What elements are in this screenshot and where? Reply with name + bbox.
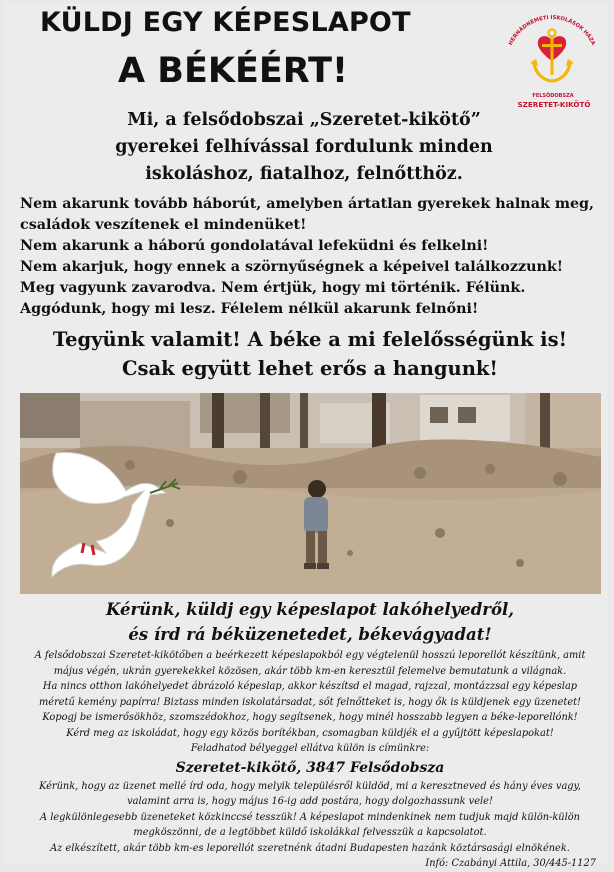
anchor-heart-logo-icon [498, 11, 606, 115]
statement-line: Nem akarunk tovább háborút, amelyben ártatlan gyerekek halnak meg, [20, 196, 595, 212]
call-to-action [20, 325, 600, 383]
request-line: és írd rá béküzenetedet, békevágyadat! [128, 625, 492, 644]
instruction-line: méretű kemény papírra! Biztass minden iskolatársadat, sőt felnőtteket is, hogy ők is küldjenek egy üzenetet! [38, 696, 581, 708]
intro-line: gyerekei felhívással fordulunk minden [115, 137, 493, 157]
title-line-2: A BÉKÉÉRT! [118, 51, 349, 91]
statement-line: Nem akarunk a háború gondolatával lefeküdni és felkelni! [20, 238, 489, 254]
intro-text [74, 107, 534, 188]
request-line: Kérünk, küldj egy képeslapot lakóhelyedről, [105, 600, 514, 619]
logo-sub-text: FELSŐDOBSZA [532, 93, 574, 99]
instruction-line: Az elkészített, akár több km-es leporellót szeretnénk átadni Budapesten hazánk köztársasági elnökének. [50, 842, 570, 854]
instruction-line: A felsődobszai Szeretet-kikötőben a beérkezett képeslapokból egy végtelenül hosszú leporellót készítünk, amit [34, 650, 586, 661]
szeretet-kikoto-logo [498, 11, 606, 115]
contact-info: Infó: Czabányi Attila, 30/445-1127 [425, 858, 596, 869]
instruction-line: Feladhatod bélyeggel ellátva külön is címünkre: [190, 743, 430, 754]
call-line: Tegyünk valamit! A béke a mi felelősségünk is! [52, 328, 568, 351]
instruction-line: valamint arra is, hogy május 16-ig add postára, hogy dolgozhassunk vele! [127, 796, 493, 807]
statement-line: Nem akarjuk, hogy ennek a szörnyűségnek a képeivel találkozzunk! [20, 259, 564, 275]
statement-line: Aggódunk, hogy mi lesz. Félelem nélkül akarunk felnőni! [20, 301, 479, 317]
instruction-line: május végén, ukrán gyerekekkel közösen, akár több km-en keresztül felemelve bemutatunk a világnak. [53, 665, 567, 677]
request-heading [20, 597, 600, 647]
poster [4, 3, 608, 869]
statement-line: Meg vagyunk zavarodva. Nem értjük, hogy mi történik. Félünk. [20, 280, 526, 296]
instruction-line: Kérünk, hogy az üzenet mellé írd oda, hogy melyik településről küldöd, mi a keresztneved és hány éves vagy, [39, 780, 581, 792]
call-line: Csak együtt lehet erős a hangunk! [122, 357, 498, 380]
instructions [16, 648, 604, 872]
logo-arc-top-text: HERNÁDNÉMETI ISKOLÁSOK HÁZA [507, 14, 597, 47]
war-ruins-photo [20, 393, 601, 594]
instruction-line: Kérd meg az iskoládat, hogy egy közös borítékban, csomagban küldjék el a gyűjtött képeslapokat! [66, 727, 554, 739]
logo-arc-bottom-text: SZERETET-KIKÖTŐ [517, 100, 591, 109]
postal-address: Szeretet-kikötő, 3847 Felsődobsza [175, 759, 445, 776]
statement-line: családok veszítenek el mindenüket! [20, 217, 307, 233]
intro-line: Mi, a felsődobszai „Szeretet-kikötő” [127, 110, 481, 130]
statements [20, 194, 600, 320]
instruction-line: A legkülönlegesebb üzeneteket közkinccsé tesszük! A képeslapot mindenkinek nem tudjuk majd külön-külön [40, 811, 580, 823]
title-line-1: KÜLDJ EGY KÉPESLAPOT [40, 7, 411, 38]
instruction-line: Kopogj be ismerősökhöz, szomszédokhoz, hogy segítsenek, hogy minél hosszabb legyen a béke-leporellónk! [42, 712, 578, 723]
intro-line: iskoláshoz, fiatalhoz, felnőtthöz. [145, 164, 463, 184]
instruction-line: Ha nincs otthon lakóhelyedet ábrázoló képeslap, akkor készítsd el magad, rajzzal, montázzsal egy képeslap [42, 681, 578, 692]
instruction-line: megköszönni, de a legtöbbet küldő iskolákkal felvesszük a kapcsolatot. [133, 827, 487, 838]
